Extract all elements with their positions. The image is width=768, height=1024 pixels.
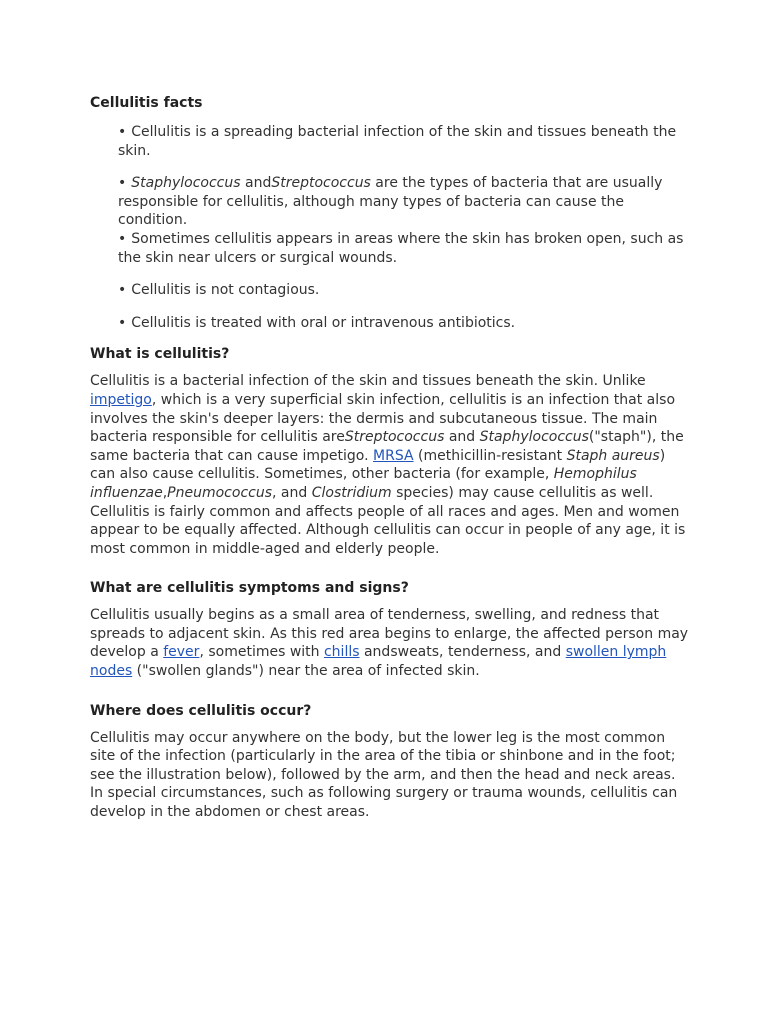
term-staphylococcus: Staphylococcus [131, 175, 241, 192]
facts-item-3 [118, 230, 690, 267]
what-is-paragraph-1 [90, 372, 690, 502]
body-text: , [162, 484, 168, 501]
facts-item-text: Sometimes cellulitis appears in areas where the skin has broken open, such as the skin near ulcers or surgical wounds. [118, 230, 684, 266]
facts-item-5 [118, 314, 690, 333]
bullet-icon: • [118, 124, 127, 140]
body-text: ("swollen glands") near the area of infected skin. [132, 663, 480, 680]
fever-link[interactable]: fever [163, 644, 200, 661]
facts-item-text: are the types of bacteria that are usually responsible for cellulitis, although many types of bacteria can cause the condition. [118, 175, 663, 229]
chills-link[interactable]: chills [323, 644, 360, 661]
body-text: , and [272, 484, 312, 501]
where-paragraph: Cellulitis may occur anywhere on the body, but the lower leg is the most common site of the infection (particularly in the area of the tibia or shinbone and in the foot; see the illustration below), followed by the arm, and then the head and neck areas. In special circumstances, such as following surgery or trauma wounds, cellulitis can develop in the abdomen or chest areas. [90, 729, 678, 821]
where-heading: Where does cellulitis occur? [90, 702, 312, 719]
body-text: and [444, 429, 480, 446]
facts-item-4 [118, 281, 690, 300]
impetigo-link[interactable]: impetigo [90, 391, 152, 408]
body-text: (methicillin-resistant [413, 447, 567, 464]
body-text: andsweats, tenderness, and [359, 644, 566, 661]
what-is-heading: What is cellulitis? [90, 346, 230, 363]
bullet-icon: • [118, 282, 127, 299]
term-staph-aureus: Staph aureus [566, 447, 660, 464]
body-text: ("staph"), the same bacteria that can cause impetigo. [90, 429, 684, 464]
what-is-paragraph-2: Cellulitis is fairly common and affects people of all races and ages. Men and women appear to be equally affected. Although cellulitis can occur in people of any age, it is most common in middle-aged and elderly people. [90, 503, 686, 557]
mrsa-link[interactable]: MRSA [373, 447, 414, 464]
body-text: , sometimes with [199, 644, 324, 661]
term-clostridium: Clostridium [311, 484, 392, 501]
term-pneumococcus: Pneumococcus [167, 484, 273, 501]
facts-item-text: and [240, 175, 272, 192]
facts-item-text: Cellulitis is treated with oral or intravenous antibiotics. [131, 314, 516, 331]
bullet-icon: • [118, 314, 127, 331]
term-streptococcus: Streptococcus [271, 175, 371, 192]
facts-list [118, 123, 690, 332]
body-text: ) can also cause cellulitis. Sometimes, other bacteria (for example, [90, 447, 666, 483]
body-text: , which is a very superficial skin infection, cellulitis is an infection that also involves the skin's deeper layers: the dermis and subcutaneous tissue. The main bacteria responsible for cellulitis are [90, 391, 676, 446]
facts-item-1 [118, 123, 690, 160]
bullet-icon: • [118, 175, 127, 192]
term-staphylococcus: Staphylococcus [479, 429, 589, 446]
facts-item-text: Cellulitis is not contagious. [131, 282, 320, 299]
facts-item-text: Cellulitis is a spreading bacterial infection of the skin and tissues beneath the skin. [118, 124, 677, 159]
term-hemophilus: Hemophilus influenzae [90, 466, 637, 501]
body-text: species) may cause cellulitis as well. [391, 484, 654, 501]
symptoms-paragraph [90, 606, 690, 680]
article-content [90, 93, 690, 822]
facts-item-2 [118, 174, 690, 230]
facts-heading: Cellulitis facts [90, 95, 203, 111]
body-text: Cellulitis is a bacterial infection of the skin and tissues beneath the skin. Unlike [90, 373, 646, 390]
swollen-lymph-nodes-link[interactable]: swollen lymph nodes [90, 644, 667, 680]
body-text: Cellulitis usually begins as a small area of tenderness, swelling, and redness that spreads to adjacent skin. As this red area begins to enlarge, the affected person may develop a [90, 607, 689, 661]
symptoms-heading: What are cellulitis symptoms and signs? [90, 580, 409, 597]
bullet-icon: • [118, 230, 127, 247]
term-streptococcus: Streptococcus [344, 429, 445, 446]
